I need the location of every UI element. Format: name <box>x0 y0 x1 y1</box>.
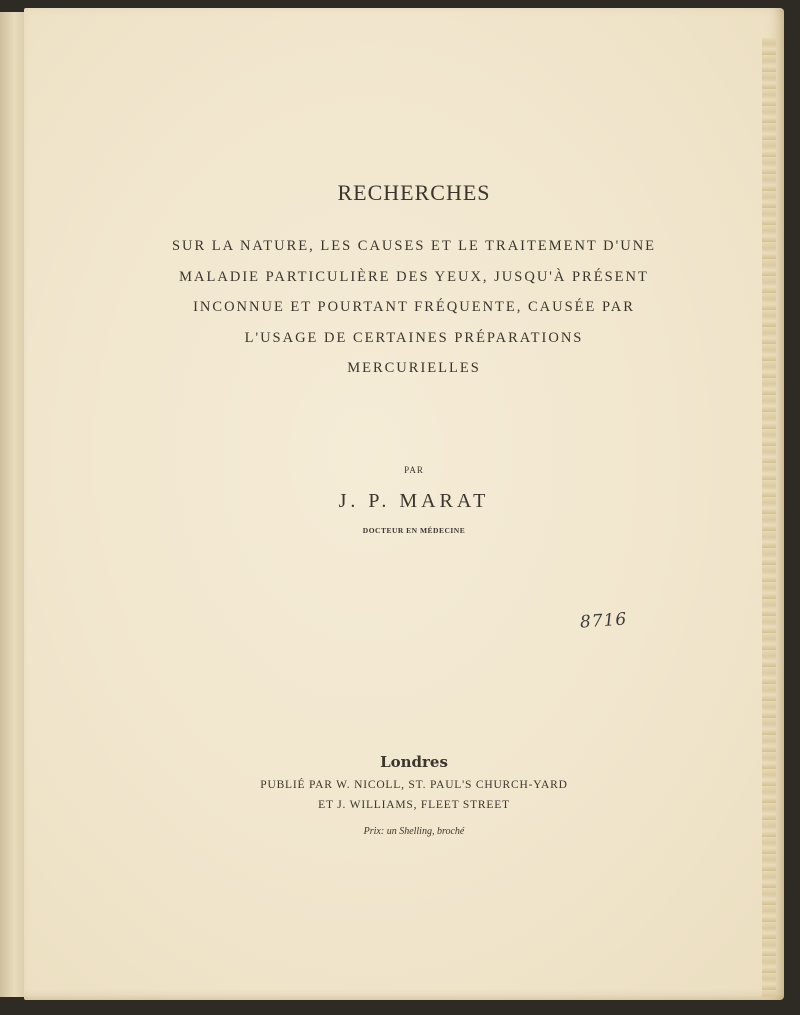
author-prefix: PAR <box>404 465 424 475</box>
imprint-publisher <box>24 775 800 815</box>
imprint-city: Londres <box>380 753 448 771</box>
book-title: RECHERCHES <box>337 180 491 205</box>
publisher-line: PUBLIÉ PAR W. NICOLL, ST. PAUL'S CHURCH-YARD <box>260 779 568 791</box>
publisher-line: ET J. WILLIAMS, FLEET STREET <box>318 799 510 811</box>
book-subtitle <box>24 235 800 388</box>
subtitle-line: L'USAGE DE CERTAINES PRÉPARATIONS <box>244 329 584 346</box>
book-spine <box>0 12 27 997</box>
handwritten-shelf-number: 8716 <box>579 609 628 633</box>
subtitle-line: SUR LA NATURE, LES CAUSES ET LE TRAITEMENT D'UNE <box>171 238 657 254</box>
subtitle-line: INCONNUE ET POURTANT FRÉQUENTE, CAUSÉE PAR <box>193 299 635 315</box>
author-name: J. P. MARAT <box>338 490 490 512</box>
imprint-price: Prix: un Shelling, broché <box>363 826 465 837</box>
subtitle-line: MALADIE PARTICULIÈRE DES YEUX, JUSQU'À PRÉSENT <box>179 268 649 285</box>
author-degree: DOCTEUR EN MÉDECINE <box>362 526 466 535</box>
title-page <box>24 8 784 1000</box>
subtitle-line: MERCURIELLES <box>347 360 481 376</box>
